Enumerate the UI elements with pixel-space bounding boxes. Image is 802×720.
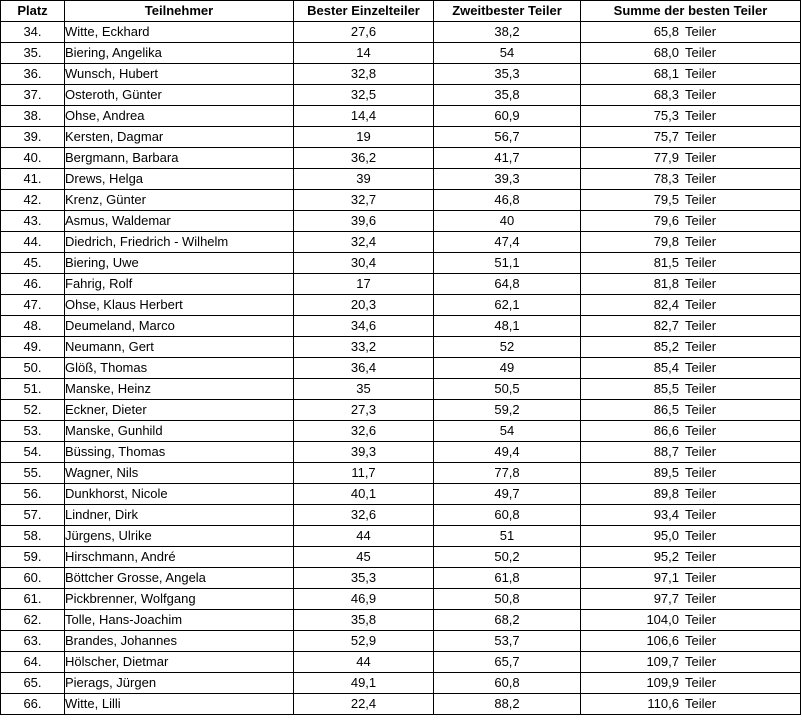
table-row <box>1 610 801 631</box>
zweitbester-teiler-cell: 35,3 <box>434 64 581 85</box>
table-row <box>1 442 801 463</box>
platz-cell: 35. <box>1 43 65 64</box>
summe-cell <box>581 610 801 631</box>
summe-cell <box>581 568 801 589</box>
bester-einzelteiler-cell: 17 <box>294 274 434 295</box>
platz-cell: 40. <box>1 148 65 169</box>
zweitbester-teiler-cell: 61,8 <box>434 568 581 589</box>
platz-cell: 39. <box>1 127 65 148</box>
teilnehmer-cell: Brandes, Johannes <box>65 631 294 652</box>
summe-unit: Teiler <box>685 675 717 690</box>
bester-einzelteiler-cell: 35 <box>294 379 434 400</box>
summe-unit: Teiler <box>685 129 717 144</box>
summe-value: 75,3 <box>653 108 679 123</box>
bester-einzelteiler-cell: 14,4 <box>294 106 434 127</box>
summe-cell <box>581 463 801 484</box>
teilnehmer-cell: Biering, Angelika <box>65 43 294 64</box>
summe-unit: Teiler <box>685 612 717 627</box>
zweitbester-teiler-cell: 56,7 <box>434 127 581 148</box>
teilnehmer-cell: Manske, Heinz <box>65 379 294 400</box>
table-row <box>1 526 801 547</box>
header-row <box>1 1 801 22</box>
bester-einzelteiler-cell: 36,4 <box>294 358 434 379</box>
zweitbester-teiler-cell: 51,1 <box>434 253 581 274</box>
platz-cell: 60. <box>1 568 65 589</box>
bester-einzelteiler-cell: 32,7 <box>294 190 434 211</box>
teilnehmer-cell: Diedrich, Friedrich - Wilhelm <box>65 232 294 253</box>
teilnehmer-cell: Ohse, Klaus Herbert <box>65 295 294 316</box>
teilnehmer-cell: Manske, Gunhild <box>65 421 294 442</box>
summe-cell <box>581 400 801 421</box>
summe-value: 109,9 <box>646 675 679 690</box>
teilnehmer-cell: Böttcher Grosse, Angela <box>65 568 294 589</box>
teilnehmer-cell: Büssing, Thomas <box>65 442 294 463</box>
summe-value: 97,7 <box>653 591 679 606</box>
platz-cell: 48. <box>1 316 65 337</box>
bester-einzelteiler-cell: 34,6 <box>294 316 434 337</box>
teilnehmer-cell: Witte, Eckhard <box>65 22 294 43</box>
summe-value: 89,5 <box>653 465 679 480</box>
summe-value: 106,6 <box>646 633 679 648</box>
summe-value: 68,0 <box>653 45 679 60</box>
summe-value: 95,2 <box>653 549 679 564</box>
summe-unit: Teiler <box>685 465 717 480</box>
summe-value: 79,5 <box>653 192 679 207</box>
teilnehmer-cell: Wagner, Nils <box>65 463 294 484</box>
summe-value: 68,1 <box>653 66 679 81</box>
platz-cell: 44. <box>1 232 65 253</box>
table-row <box>1 589 801 610</box>
summe-cell <box>581 673 801 694</box>
summe-value: 82,4 <box>653 297 679 312</box>
summe-cell <box>581 484 801 505</box>
summe-unit: Teiler <box>685 486 717 501</box>
summe-unit: Teiler <box>685 528 717 543</box>
summe-cell <box>581 43 801 64</box>
platz-cell: 53. <box>1 421 65 442</box>
bester-einzelteiler-cell: 39 <box>294 169 434 190</box>
table-row <box>1 379 801 400</box>
teilnehmer-cell: Bergmann, Barbara <box>65 148 294 169</box>
table-row <box>1 673 801 694</box>
platz-cell: 59. <box>1 547 65 568</box>
summe-value: 85,4 <box>653 360 679 375</box>
summe-unit: Teiler <box>685 402 717 417</box>
summe-cell <box>581 631 801 652</box>
bester-einzelteiler-cell: 45 <box>294 547 434 568</box>
platz-cell: 51. <box>1 379 65 400</box>
table-row <box>1 211 801 232</box>
summe-cell <box>581 253 801 274</box>
summe-unit: Teiler <box>685 276 717 291</box>
table-row <box>1 148 801 169</box>
zweitbester-teiler-cell: 38,2 <box>434 22 581 43</box>
summe-cell <box>581 694 801 715</box>
summe-value: 81,8 <box>653 276 679 291</box>
summe-value: 77,9 <box>653 150 679 165</box>
summe-cell <box>581 106 801 127</box>
summe-cell <box>581 316 801 337</box>
bester-einzelteiler-cell: 11,7 <box>294 463 434 484</box>
platz-cell: 50. <box>1 358 65 379</box>
summe-value: 78,3 <box>653 171 679 186</box>
table-row <box>1 547 801 568</box>
table-row <box>1 631 801 652</box>
summe-cell <box>581 652 801 673</box>
teilnehmer-cell: Dunkhorst, Nicole <box>65 484 294 505</box>
summe-value: 81,5 <box>653 255 679 270</box>
summe-unit: Teiler <box>685 45 717 60</box>
platz-cell: 49. <box>1 337 65 358</box>
bester-einzelteiler-cell: 32,6 <box>294 421 434 442</box>
bester-einzelteiler-cell: 52,9 <box>294 631 434 652</box>
platz-cell: 45. <box>1 253 65 274</box>
summe-unit: Teiler <box>685 66 717 81</box>
table-row <box>1 169 801 190</box>
platz-cell: 38. <box>1 106 65 127</box>
bester-einzelteiler-cell: 44 <box>294 526 434 547</box>
zweitbester-teiler-cell: 54 <box>434 43 581 64</box>
bester-einzelteiler-cell: 33,2 <box>294 337 434 358</box>
summe-cell <box>581 211 801 232</box>
header-bester-einzelteiler: Bester Einzelteiler <box>294 1 434 22</box>
summe-unit: Teiler <box>685 381 717 396</box>
summe-cell <box>581 232 801 253</box>
teilnehmer-cell: Lindner, Dirk <box>65 505 294 526</box>
bester-einzelteiler-cell: 32,5 <box>294 85 434 106</box>
table-row <box>1 316 801 337</box>
summe-value: 68,3 <box>653 87 679 102</box>
summe-cell <box>581 358 801 379</box>
platz-cell: 46. <box>1 274 65 295</box>
summe-unit: Teiler <box>685 339 717 354</box>
zweitbester-teiler-cell: 54 <box>434 421 581 442</box>
summe-unit: Teiler <box>685 24 717 39</box>
summe-cell <box>581 379 801 400</box>
bester-einzelteiler-cell: 27,6 <box>294 22 434 43</box>
table-row <box>1 43 801 64</box>
bester-einzelteiler-cell: 44 <box>294 652 434 673</box>
platz-cell: 66. <box>1 694 65 715</box>
bester-einzelteiler-cell: 20,3 <box>294 295 434 316</box>
bester-einzelteiler-cell: 49,1 <box>294 673 434 694</box>
summe-cell <box>581 85 801 106</box>
summe-cell <box>581 190 801 211</box>
summe-value: 85,2 <box>653 339 679 354</box>
table-row <box>1 106 801 127</box>
bester-einzelteiler-cell: 39,3 <box>294 442 434 463</box>
teilnehmer-cell: Fahrig, Rolf <box>65 274 294 295</box>
bester-einzelteiler-cell: 32,6 <box>294 505 434 526</box>
table-row <box>1 421 801 442</box>
bester-einzelteiler-cell: 32,8 <box>294 64 434 85</box>
summe-unit: Teiler <box>685 171 717 186</box>
zweitbester-teiler-cell: 60,8 <box>434 505 581 526</box>
teilnehmer-cell: Drews, Helga <box>65 169 294 190</box>
summe-cell <box>581 169 801 190</box>
summe-unit: Teiler <box>685 591 717 606</box>
summe-cell <box>581 337 801 358</box>
zweitbester-teiler-cell: 52 <box>434 337 581 358</box>
zweitbester-teiler-cell: 65,7 <box>434 652 581 673</box>
platz-cell: 41. <box>1 169 65 190</box>
teilnehmer-cell: Neumann, Gert <box>65 337 294 358</box>
summe-cell <box>581 421 801 442</box>
summe-cell <box>581 295 801 316</box>
zweitbester-teiler-cell: 88,2 <box>434 694 581 715</box>
summe-unit: Teiler <box>685 150 717 165</box>
summe-value: 88,7 <box>653 444 679 459</box>
teilnehmer-cell: Asmus, Waldemar <box>65 211 294 232</box>
summe-cell <box>581 526 801 547</box>
table-row <box>1 463 801 484</box>
summe-value: 85,5 <box>653 381 679 396</box>
table-row <box>1 505 801 526</box>
zweitbester-teiler-cell: 47,4 <box>434 232 581 253</box>
table-row <box>1 190 801 211</box>
teilnehmer-cell: Witte, Lilli <box>65 694 294 715</box>
zweitbester-teiler-cell: 49,7 <box>434 484 581 505</box>
summe-value: 79,6 <box>653 213 679 228</box>
platz-cell: 63. <box>1 631 65 652</box>
table-row <box>1 358 801 379</box>
teilnehmer-cell: Glöß, Thomas <box>65 358 294 379</box>
platz-cell: 54. <box>1 442 65 463</box>
platz-cell: 58. <box>1 526 65 547</box>
zweitbester-teiler-cell: 50,2 <box>434 547 581 568</box>
teilnehmer-cell: Jürgens, Ulrike <box>65 526 294 547</box>
zweitbester-teiler-cell: 60,8 <box>434 673 581 694</box>
summe-value: 65,8 <box>653 24 679 39</box>
teilnehmer-cell: Krenz, Günter <box>65 190 294 211</box>
bester-einzelteiler-cell: 46,9 <box>294 589 434 610</box>
bester-einzelteiler-cell: 22,4 <box>294 694 434 715</box>
summe-cell <box>581 127 801 148</box>
bester-einzelteiler-cell: 35,8 <box>294 610 434 631</box>
summe-cell <box>581 505 801 526</box>
summe-unit: Teiler <box>685 192 717 207</box>
header-platz: Platz <box>1 1 65 22</box>
summe-unit: Teiler <box>685 108 717 123</box>
table-row <box>1 127 801 148</box>
bester-einzelteiler-cell: 35,3 <box>294 568 434 589</box>
header-teilnehmer: Teilnehmer <box>65 1 294 22</box>
table-row <box>1 232 801 253</box>
summe-value: 93,4 <box>653 507 679 522</box>
teilnehmer-cell: Osteroth, Günter <box>65 85 294 106</box>
teilnehmer-cell: Hirschmann, André <box>65 547 294 568</box>
summe-unit: Teiler <box>685 507 717 522</box>
zweitbester-teiler-cell: 40 <box>434 211 581 232</box>
summe-unit: Teiler <box>685 297 717 312</box>
teilnehmer-cell: Hölscher, Dietmar <box>65 652 294 673</box>
platz-cell: 56. <box>1 484 65 505</box>
platz-cell: 62. <box>1 610 65 631</box>
platz-cell: 37. <box>1 85 65 106</box>
table-row <box>1 295 801 316</box>
zweitbester-teiler-cell: 59,2 <box>434 400 581 421</box>
platz-cell: 52. <box>1 400 65 421</box>
platz-cell: 36. <box>1 64 65 85</box>
summe-cell <box>581 64 801 85</box>
zweitbester-teiler-cell: 50,5 <box>434 379 581 400</box>
bester-einzelteiler-cell: 30,4 <box>294 253 434 274</box>
summe-value: 75,7 <box>653 129 679 144</box>
platz-cell: 57. <box>1 505 65 526</box>
zweitbester-teiler-cell: 77,8 <box>434 463 581 484</box>
zweitbester-teiler-cell: 50,8 <box>434 589 581 610</box>
summe-unit: Teiler <box>685 213 717 228</box>
summe-cell <box>581 274 801 295</box>
zweitbester-teiler-cell: 41,7 <box>434 148 581 169</box>
summe-value: 104,0 <box>646 612 679 627</box>
table-row <box>1 85 801 106</box>
summe-value: 109,7 <box>646 654 679 669</box>
platz-cell: 65. <box>1 673 65 694</box>
table-row <box>1 694 801 715</box>
bester-einzelteiler-cell: 40,1 <box>294 484 434 505</box>
summe-cell <box>581 148 801 169</box>
bester-einzelteiler-cell: 39,6 <box>294 211 434 232</box>
summe-cell <box>581 442 801 463</box>
zweitbester-teiler-cell: 51 <box>434 526 581 547</box>
table-row <box>1 337 801 358</box>
summe-unit: Teiler <box>685 360 717 375</box>
summe-unit: Teiler <box>685 318 717 333</box>
teilnehmer-cell: Deumeland, Marco <box>65 316 294 337</box>
teilnehmer-cell: Eckner, Dieter <box>65 400 294 421</box>
zweitbester-teiler-cell: 35,8 <box>434 85 581 106</box>
platz-cell: 42. <box>1 190 65 211</box>
teilnehmer-cell: Pierags, Jürgen <box>65 673 294 694</box>
table-row <box>1 652 801 673</box>
summe-unit: Teiler <box>685 654 717 669</box>
zweitbester-teiler-cell: 64,8 <box>434 274 581 295</box>
summe-cell <box>581 22 801 43</box>
summe-unit: Teiler <box>685 423 717 438</box>
zweitbester-teiler-cell: 46,8 <box>434 190 581 211</box>
header-zweitbester-teiler: Zweitbester Teiler <box>434 1 581 22</box>
teilnehmer-cell: Tolle, Hans-Joachim <box>65 610 294 631</box>
summe-value: 79,8 <box>653 234 679 249</box>
table-row <box>1 253 801 274</box>
table-row <box>1 484 801 505</box>
bester-einzelteiler-cell: 19 <box>294 127 434 148</box>
teilnehmer-cell: Biering, Uwe <box>65 253 294 274</box>
summe-unit: Teiler <box>685 444 717 459</box>
table-row <box>1 274 801 295</box>
table-row <box>1 568 801 589</box>
summe-unit: Teiler <box>685 87 717 102</box>
zweitbester-teiler-cell: 62,1 <box>434 295 581 316</box>
summe-unit: Teiler <box>685 570 717 585</box>
table-row <box>1 400 801 421</box>
table-row <box>1 64 801 85</box>
summe-unit: Teiler <box>685 549 717 564</box>
summe-value: 95,0 <box>653 528 679 543</box>
teilnehmer-cell: Pickbrenner, Wolfgang <box>65 589 294 610</box>
summe-unit: Teiler <box>685 255 717 270</box>
summe-value: 110,6 <box>647 696 679 711</box>
platz-cell: 64. <box>1 652 65 673</box>
table-row <box>1 22 801 43</box>
summe-value: 86,5 <box>653 402 679 417</box>
platz-cell: 43. <box>1 211 65 232</box>
platz-cell: 34. <box>1 22 65 43</box>
zweitbester-teiler-cell: 68,2 <box>434 610 581 631</box>
bester-einzelteiler-cell: 14 <box>294 43 434 64</box>
teilnehmer-cell: Wunsch, Hubert <box>65 64 294 85</box>
teilnehmer-cell: Kersten, Dagmar <box>65 127 294 148</box>
platz-cell: 47. <box>1 295 65 316</box>
summe-cell <box>581 589 801 610</box>
header-summe: Summe der besten Teiler <box>581 1 801 22</box>
zweitbester-teiler-cell: 53,7 <box>434 631 581 652</box>
bester-einzelteiler-cell: 36,2 <box>294 148 434 169</box>
zweitbester-teiler-cell: 48,1 <box>434 316 581 337</box>
summe-value: 97,1 <box>653 570 679 585</box>
zweitbester-teiler-cell: 60,9 <box>434 106 581 127</box>
teilnehmer-cell: Ohse, Andrea <box>65 106 294 127</box>
summe-unit: Teiler <box>685 633 717 648</box>
zweitbester-teiler-cell: 49,4 <box>434 442 581 463</box>
platz-cell: 61. <box>1 589 65 610</box>
summe-unit: Teiler <box>685 696 717 711</box>
summe-value: 89,8 <box>653 486 679 501</box>
summe-unit: Teiler <box>685 234 717 249</box>
zweitbester-teiler-cell: 49 <box>434 358 581 379</box>
summe-cell <box>581 547 801 568</box>
summe-value: 86,6 <box>653 423 679 438</box>
platz-cell: 55. <box>1 463 65 484</box>
zweitbester-teiler-cell: 39,3 <box>434 169 581 190</box>
bester-einzelteiler-cell: 32,4 <box>294 232 434 253</box>
bester-einzelteiler-cell: 27,3 <box>294 400 434 421</box>
summe-value: 82,7 <box>653 318 679 333</box>
